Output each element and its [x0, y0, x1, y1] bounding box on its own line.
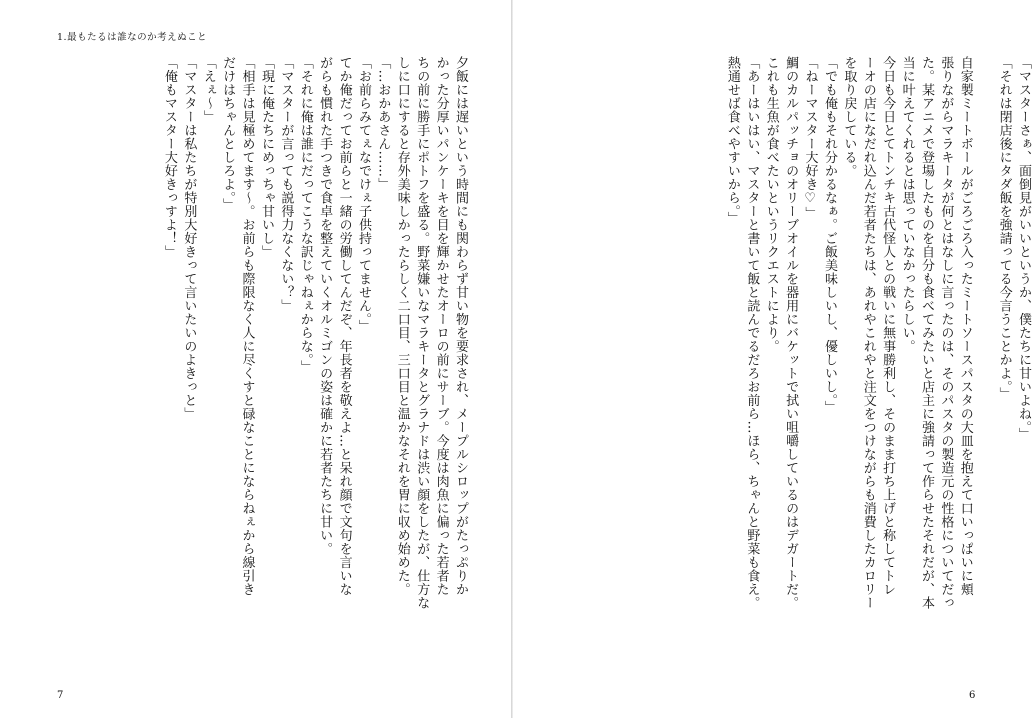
- text-line: 今日も今日とてトンチキ古代怪人との戦いに無事勝利し、そのまま打ち上げと称してトレ: [880, 56, 896, 596]
- text-line: 「マスターさぁ、面倒見がいいというか、僕たちに甘いよね。」: [1016, 56, 1031, 441]
- text-line: 「ねーマスター大好き♡」: [802, 56, 818, 220]
- text-line: 「現に俺たちにめっちゃ甘いし」: [258, 56, 274, 259]
- text-line: だけはちゃんとしろよ。」: [220, 56, 236, 212]
- text-line: 張りながらマラキータが何とはなしに言ったのは、そのパスタの製造元の性格についてだっ: [938, 56, 954, 610]
- text-line: 「相手は見極めてます～。お前らも際限なく人に尽くすと碌なことにならねぇから線引き: [239, 56, 255, 596]
- text-line: しに口にすると存外美味しかったらしく二口目、三口目と温かなそれを胃に収め始めた。: [394, 56, 410, 596]
- text-line: 自家製ミートボールがごろごろ入ったミートソースパスタの大皿を抱えて口いっぱいに頬: [957, 56, 973, 596]
- text-line: かった分厚いパンケーキを目を輝かせたオーロの前にサーブ。今度は肉魚に偏った若者た: [433, 56, 449, 596]
- text-line: ちの前に勝手にポトフを盛る。野菜嫌いなマラキータとグラナドは渋い顔をしたが、仕方な: [414, 56, 430, 610]
- left-page: [0, 0, 511, 718]
- right-page-body: [613, 56, 1033, 666]
- text-line: 「えぇ～」: [200, 56, 216, 124]
- text-line: 「…おかあさん……」: [375, 56, 391, 191]
- right-page: [513, 0, 1031, 718]
- text-line: 「マスターは私たちが特別大好きって言いたいのよきっと」: [181, 56, 197, 421]
- text-line: がらも慣れた手つきで食卓を整えていくオルミゴンの姿は確かに若者たちに甘い。: [317, 56, 333, 556]
- text-line: を取り戻している。: [841, 56, 857, 178]
- text-line: 「でも俺もそれ分かるなぁ。ご飯美味しいし、優しいし。」: [821, 56, 837, 414]
- text-line: 夕飯には遅いという時間にも関わらず甘い物を要求され、メープルシロップがたっぷりか: [453, 56, 468, 596]
- running-head: 1.最もたるは誰なのか考えぬこと: [57, 32, 208, 43]
- page-number-left: 7: [57, 690, 64, 701]
- text-line: 当に叶えてくれるとは思っていなかったらしい。: [899, 56, 915, 353]
- text-line: これも生魚が食べたいというリクエストにより。: [763, 56, 779, 353]
- text-line: 「お前らみてぇなでけぇ子供持ってません。」: [355, 56, 371, 333]
- text-line: [975, 56, 994, 666]
- page-number-right: 6: [969, 690, 976, 701]
- left-page-body: [50, 56, 470, 666]
- text-line: 「それは閉店後にタダ飯を強請ってる今言うことかよ。」: [996, 56, 1012, 401]
- text-line: てか俺だってお前らと一緒の労働してんだぞ、年長者を敬えよ…と呆れ顔で文句を言いな: [336, 56, 352, 596]
- text-line: 「俺もマスター大好きっすよ！」: [161, 56, 177, 259]
- text-line: 「マスターが言っても説得力なくない？」: [278, 56, 294, 313]
- text-line: 鯛のカルパッチョのオリーブオイルを器用にバケットで拭い咀嚼しているのはデガートだ。: [783, 56, 799, 610]
- text-line: た。某アニメで登場したものを自分も食べてみたいと店主に強請って作らせたそれだが、本: [918, 56, 934, 610]
- text-line: ーオの店になだれ込んだ若者たちは、あれやこれやと注文をつけながらも消費したカロリー: [860, 56, 876, 610]
- text-line: 「それに俺は誰にだってこうな訳じゃねぇからな。」: [297, 56, 313, 374]
- text-line: 熱通せば食べやすいから。」: [724, 56, 740, 225]
- text-line: 「あーはいはい、マスターと書いて飯と読んでるだろお前ら…ほら、ちゃんと野菜も食え。: [744, 56, 760, 610]
